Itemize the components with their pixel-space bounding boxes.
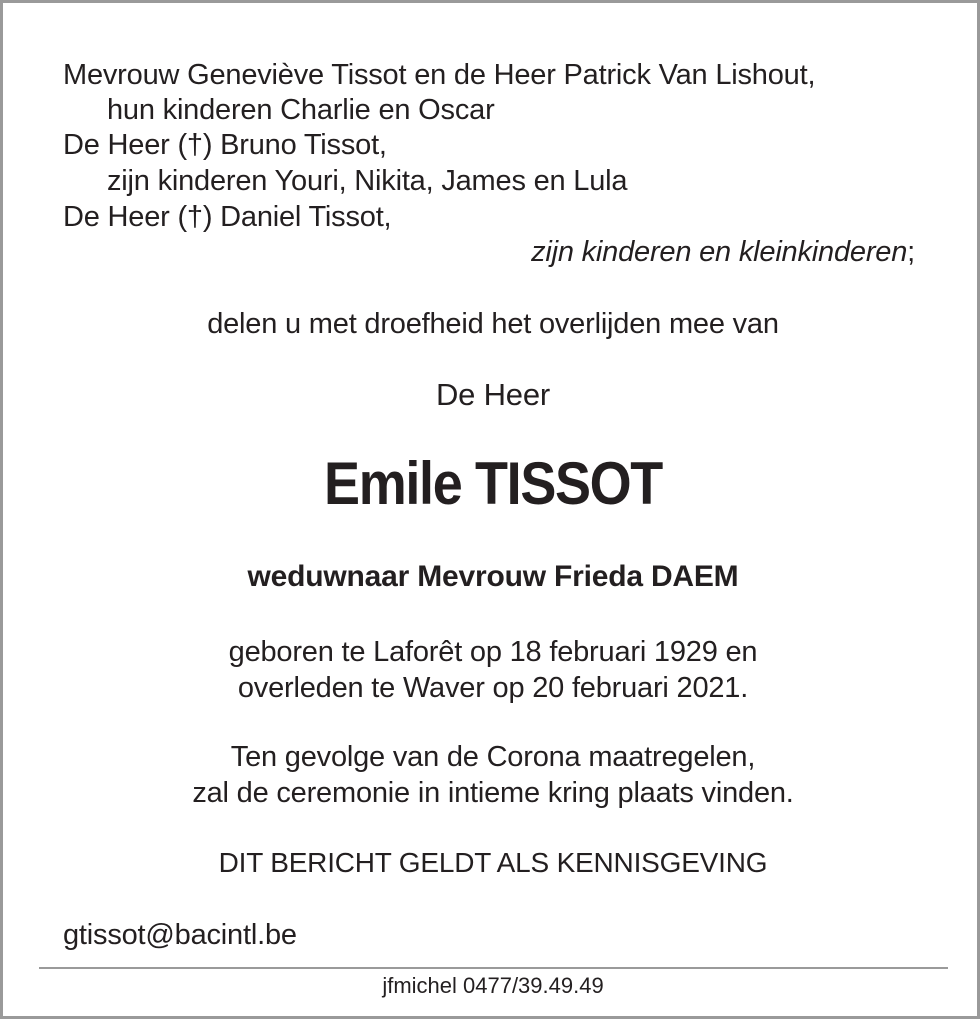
family-line-3: De Heer (†) Bruno Tissot, bbox=[63, 129, 387, 161]
honorific: De Heer bbox=[435, 377, 551, 412]
family-line-6 bbox=[531, 234, 915, 270]
death-line: overleden te Waver op 20 februari 2021. bbox=[237, 672, 749, 704]
spouse-line: weduwnaar Mevrouw Frieda DAEM bbox=[247, 560, 739, 593]
family-line-2: hun kinderen Charlie en Oscar bbox=[107, 94, 495, 126]
family-line-6-end: ; bbox=[907, 236, 915, 268]
notice-text: DIT BERICHT GELDT ALS KENNISGEVING bbox=[218, 847, 768, 878]
footer-credit: jfmichel 0477/39.49.49 bbox=[382, 973, 604, 998]
announcement-text: delen u met droefheid het overlijden mee van bbox=[207, 308, 779, 340]
family-line-4: zijn kinderen Youri, Nikita, James en Lula bbox=[107, 165, 628, 197]
footer-divider bbox=[39, 967, 948, 969]
family-line-5: De Heer (†) Daniel Tissot, bbox=[63, 201, 392, 233]
ceremony-line-1: Ten gevolge van de Corona maatregelen, bbox=[230, 741, 756, 773]
ceremony-line-2: zal de ceremonie in intieme kring plaats vinden. bbox=[192, 777, 794, 809]
family-line-1: Mevrouw Geneviève Tissot en de Heer Patrick Van Lishout, bbox=[63, 59, 816, 91]
contact-email: gtissot@bacintl.be bbox=[63, 919, 297, 951]
deceased-name: Emile TISSOT bbox=[324, 450, 662, 517]
birth-line: geboren te Laforêt op 18 februari 1929 en bbox=[228, 636, 758, 668]
family-line-6-italic: zijn kinderen en kleinkinderen bbox=[531, 236, 908, 268]
